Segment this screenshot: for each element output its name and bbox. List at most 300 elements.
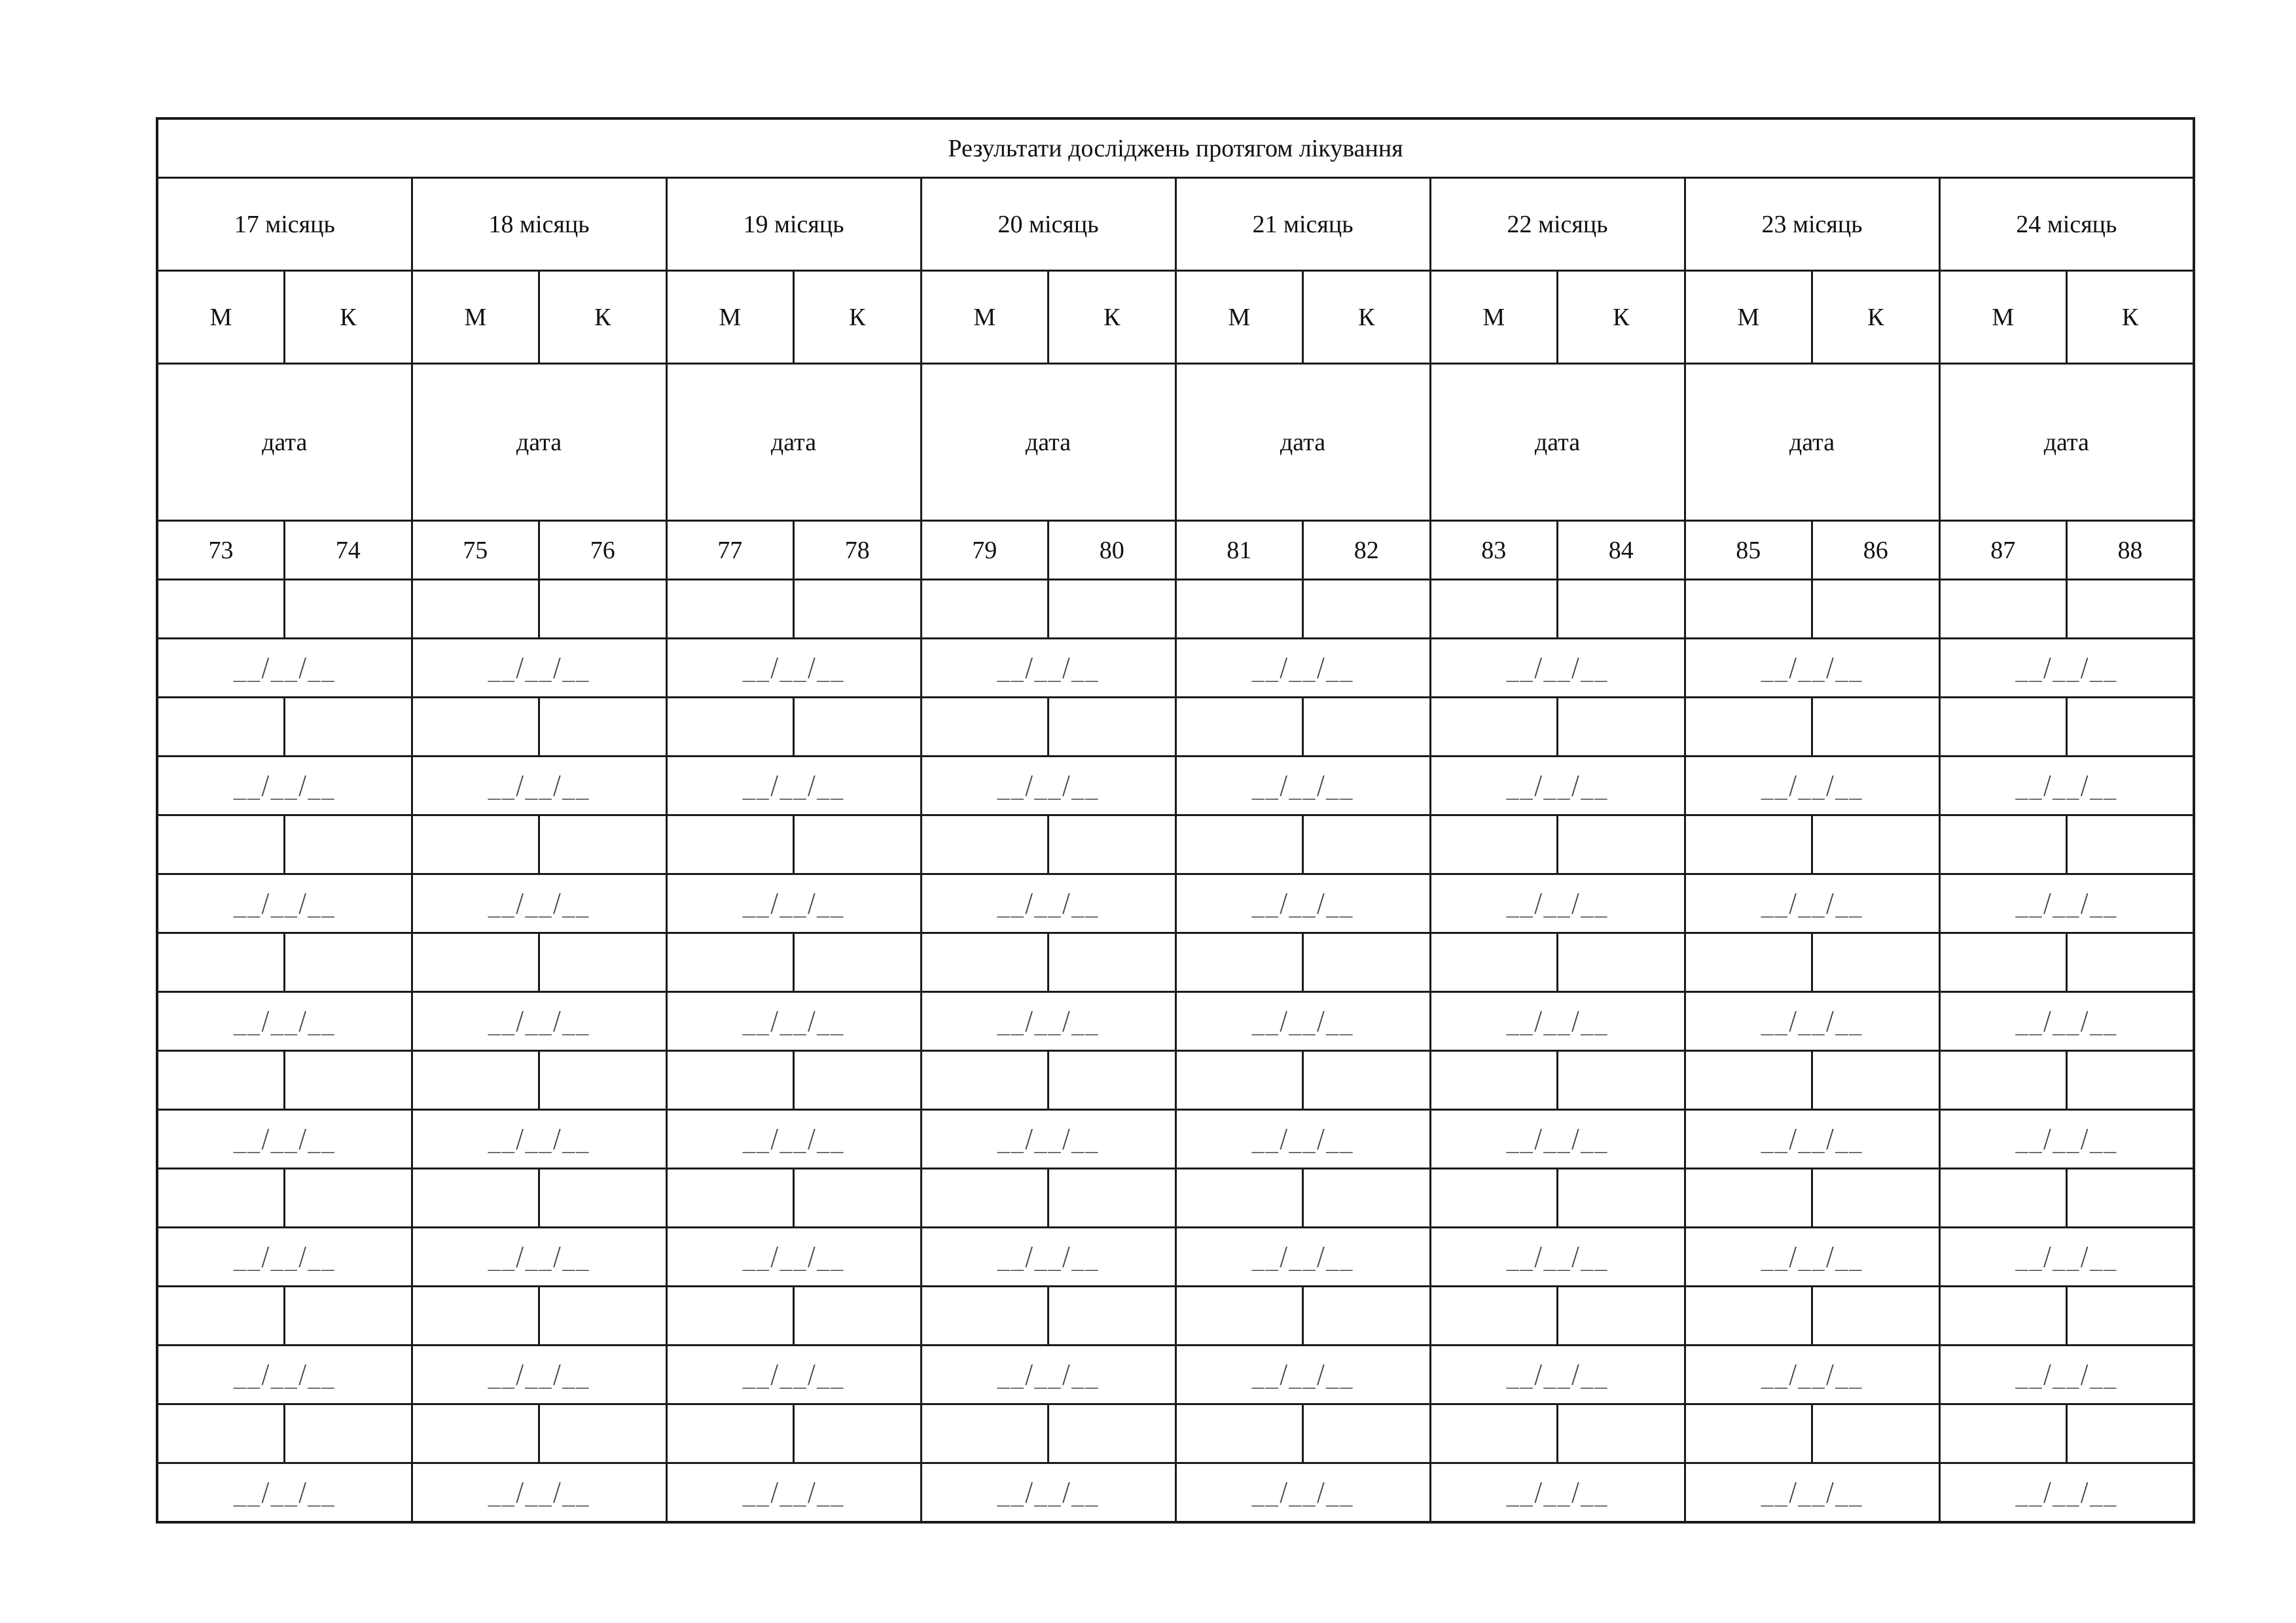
- m-result-cell[interactable]: [157, 698, 285, 757]
- date-field[interactable]: [921, 874, 1175, 933]
- k-result-cell[interactable]: [2067, 1051, 2195, 1110]
- date-header: дата: [157, 364, 412, 521]
- date-mask-text: __/__/__: [1251, 1124, 1354, 1153]
- m-result-cell[interactable]: [1430, 1051, 1558, 1110]
- date-field[interactable]: [666, 1110, 921, 1169]
- result-entry-row: [157, 580, 2194, 639]
- k-result-cell[interactable]: [285, 933, 412, 992]
- m-result-cell[interactable]: [921, 815, 1049, 874]
- k-result-cell[interactable]: [1049, 1287, 1176, 1346]
- m-header: М: [921, 271, 1049, 364]
- date-field[interactable]: [1430, 757, 1685, 815]
- k-result-cell[interactable]: [285, 698, 412, 757]
- m-result-cell[interactable]: [921, 1404, 1049, 1463]
- k-result-cell[interactable]: [1303, 1051, 1431, 1110]
- date-field[interactable]: [1685, 757, 1939, 815]
- date-mask-text: __/__/__: [233, 1478, 336, 1507]
- date-mask-text: __/__/__: [1251, 771, 1354, 800]
- date-field[interactable]: [1939, 874, 2194, 933]
- m-result-cell[interactable]: [921, 1169, 1049, 1228]
- k-result-cell[interactable]: [1812, 580, 1940, 639]
- date-field[interactable]: [412, 1110, 666, 1169]
- m-result-cell[interactable]: [1175, 933, 1303, 992]
- k-result-cell[interactable]: [1812, 1051, 1940, 1110]
- m-result-cell[interactable]: [1939, 1169, 2067, 1228]
- date-field[interactable]: [157, 1110, 412, 1169]
- date-field[interactable]: [1939, 1110, 2194, 1169]
- k-result-cell[interactable]: [2067, 698, 2195, 757]
- column-number: 83: [1430, 521, 1558, 580]
- date-field[interactable]: [921, 1110, 1175, 1169]
- column-number: 73: [157, 521, 285, 580]
- date-mask-text: __/__/__: [2015, 1360, 2118, 1389]
- date-field[interactable]: [666, 1228, 921, 1287]
- column-number: 79: [921, 521, 1049, 580]
- m-result-cell[interactable]: [1685, 1404, 1812, 1463]
- k-result-cell[interactable]: [539, 580, 667, 639]
- date-mask-text: __/__/__: [2015, 1124, 2118, 1153]
- k-result-cell[interactable]: [794, 698, 922, 757]
- k-header: К: [285, 271, 412, 364]
- m-result-cell[interactable]: [412, 1169, 539, 1228]
- date-field[interactable]: [157, 639, 412, 698]
- month-header-21: 21 місяць: [1175, 178, 1430, 271]
- k-result-cell[interactable]: [1049, 933, 1176, 992]
- column-number: 85: [1685, 521, 1812, 580]
- date-field[interactable]: [1685, 992, 1939, 1051]
- date-entry-row: [157, 1228, 2194, 1287]
- k-result-cell[interactable]: [1812, 1169, 1940, 1228]
- k-header: К: [1303, 271, 1431, 364]
- m-result-cell[interactable]: [666, 1051, 794, 1110]
- date-mask-text: __/__/__: [1506, 1124, 1609, 1153]
- column-number: 86: [1812, 521, 1940, 580]
- k-result-cell[interactable]: [1049, 698, 1176, 757]
- k-result-cell[interactable]: [794, 1169, 922, 1228]
- mk-header-row: [157, 271, 2194, 364]
- column-number: 80: [1049, 521, 1176, 580]
- date-field[interactable]: [412, 639, 666, 698]
- m-result-cell[interactable]: [921, 698, 1049, 757]
- date-field[interactable]: [157, 1463, 412, 1523]
- date-mask-text: __/__/__: [488, 1242, 590, 1271]
- date-entry-row: [157, 1346, 2194, 1404]
- m-result-cell[interactable]: [412, 933, 539, 992]
- date-entry-row: [157, 1463, 2194, 1523]
- date-entry-row: [157, 874, 2194, 933]
- date-entry-row: [157, 757, 2194, 815]
- date-header: дата: [1175, 364, 1430, 521]
- date-mask-text: __/__/__: [997, 889, 1100, 918]
- date-field[interactable]: [1175, 1110, 1430, 1169]
- m-result-cell[interactable]: [157, 580, 285, 639]
- date-mask-text: __/__/__: [997, 653, 1100, 682]
- k-result-cell[interactable]: [1049, 580, 1176, 639]
- result-entry-row: [157, 933, 2194, 992]
- month-header-19: 19 місяць: [666, 178, 921, 271]
- k-result-cell[interactable]: [1558, 815, 1685, 874]
- k-result-cell[interactable]: [1812, 815, 1940, 874]
- k-result-cell[interactable]: [1812, 1287, 1940, 1346]
- date-field[interactable]: [412, 1346, 666, 1404]
- m-result-cell[interactable]: [1430, 580, 1558, 639]
- m-result-cell[interactable]: [1175, 1287, 1303, 1346]
- k-result-cell[interactable]: [1558, 698, 1685, 757]
- k-result-cell[interactable]: [794, 933, 922, 992]
- date-header: дата: [1685, 364, 1939, 521]
- date-mask-text: __/__/__: [1761, 1124, 1863, 1153]
- k-result-cell[interactable]: [1303, 580, 1431, 639]
- k-result-cell[interactable]: [1303, 933, 1431, 992]
- k-result-cell[interactable]: [794, 1287, 922, 1346]
- date-field[interactable]: [1430, 639, 1685, 698]
- date-field[interactable]: [1685, 1346, 1939, 1404]
- date-field[interactable]: [921, 1346, 1175, 1404]
- m-result-cell[interactable]: [666, 698, 794, 757]
- date-mask-text: __/__/__: [233, 1124, 336, 1153]
- date-mask-text: __/__/__: [488, 1007, 590, 1035]
- k-result-cell[interactable]: [1303, 1404, 1431, 1463]
- date-field[interactable]: [157, 1346, 412, 1404]
- k-result-cell[interactable]: [539, 933, 667, 992]
- m-result-cell[interactable]: [412, 815, 539, 874]
- treatment-results-table: [156, 117, 2195, 1524]
- date-field[interactable]: [1175, 874, 1430, 933]
- m-result-cell[interactable]: [666, 815, 794, 874]
- m-result-cell[interactable]: [1175, 815, 1303, 874]
- date-header: дата: [412, 364, 666, 521]
- m-result-cell[interactable]: [412, 1051, 539, 1110]
- date-field[interactable]: [157, 992, 412, 1051]
- month-header-22: 22 місяць: [1430, 178, 1685, 271]
- date-mask-text: __/__/__: [997, 1242, 1100, 1271]
- date-header: дата: [921, 364, 1175, 521]
- date-mask-text: __/__/__: [488, 771, 590, 800]
- m-header: М: [1175, 271, 1303, 364]
- date-mask-text: __/__/__: [997, 1360, 1100, 1389]
- date-field[interactable]: [1430, 1346, 1685, 1404]
- date-field[interactable]: [1430, 874, 1685, 933]
- date-mask-text: __/__/__: [2015, 1478, 2118, 1507]
- date-mask-text: __/__/__: [1251, 1242, 1354, 1271]
- date-mask-text: __/__/__: [997, 1124, 1100, 1153]
- k-result-cell[interactable]: [1812, 933, 1940, 992]
- m-result-cell[interactable]: [1685, 1169, 1812, 1228]
- date-field[interactable]: [1939, 757, 2194, 815]
- m-result-cell[interactable]: [1175, 1404, 1303, 1463]
- date-mask-text: __/__/__: [1761, 889, 1863, 918]
- date-field[interactable]: [412, 874, 666, 933]
- date-entry-row: [157, 639, 2194, 698]
- k-result-cell[interactable]: [1303, 1169, 1431, 1228]
- date-field[interactable]: [666, 1463, 921, 1523]
- m-result-cell[interactable]: [1939, 1051, 2067, 1110]
- column-number: 84: [1558, 521, 1685, 580]
- k-result-cell[interactable]: [285, 1051, 412, 1110]
- date-header: дата: [1430, 364, 1685, 521]
- k-result-cell[interactable]: [2067, 1404, 2195, 1463]
- date-mask-text: __/__/__: [2015, 1242, 2118, 1271]
- k-result-cell[interactable]: [1303, 815, 1431, 874]
- m-result-cell[interactable]: [666, 1287, 794, 1346]
- date-mask-text: __/__/__: [233, 889, 336, 918]
- k-result-cell[interactable]: [539, 815, 667, 874]
- date-field[interactable]: [666, 992, 921, 1051]
- m-result-cell[interactable]: [666, 580, 794, 639]
- k-header: К: [1812, 271, 1940, 364]
- date-mask-text: __/__/__: [1761, 1242, 1863, 1271]
- result-entry-row: [157, 1404, 2194, 1463]
- date-field[interactable]: [1175, 639, 1430, 698]
- date-mask-text: __/__/__: [488, 1124, 590, 1153]
- month-header-23: 23 місяць: [1685, 178, 1939, 271]
- date-field[interactable]: [921, 992, 1175, 1051]
- k-result-cell[interactable]: [1558, 933, 1685, 992]
- m-header: М: [666, 271, 794, 364]
- m-result-cell[interactable]: [1175, 1169, 1303, 1228]
- date-field[interactable]: [412, 1463, 666, 1523]
- date-field[interactable]: [157, 874, 412, 933]
- m-result-cell[interactable]: [1939, 580, 2067, 639]
- k-result-cell[interactable]: [2067, 933, 2195, 992]
- date-mask-text: __/__/__: [1251, 1007, 1354, 1035]
- k-result-cell[interactable]: [539, 1169, 667, 1228]
- date-field[interactable]: [1430, 1463, 1685, 1523]
- k-result-cell[interactable]: [1049, 815, 1176, 874]
- result-entry-row: [157, 698, 2194, 757]
- date-mask-text: __/__/__: [233, 1007, 336, 1035]
- m-result-cell[interactable]: [1939, 1287, 2067, 1346]
- date-field[interactable]: [1175, 992, 1430, 1051]
- date-mask-text: __/__/__: [1506, 1360, 1609, 1389]
- column-number: 76: [539, 521, 667, 580]
- date-field[interactable]: [1685, 1228, 1939, 1287]
- m-result-cell[interactable]: [1939, 1404, 2067, 1463]
- date-mask-text: __/__/__: [742, 1124, 845, 1153]
- date-mask-text: __/__/__: [997, 1478, 1100, 1507]
- k-result-cell[interactable]: [539, 1404, 667, 1463]
- m-result-cell[interactable]: [1430, 698, 1558, 757]
- k-result-cell[interactable]: [285, 1287, 412, 1346]
- k-result-cell[interactable]: [1303, 698, 1431, 757]
- date-field[interactable]: [1939, 992, 2194, 1051]
- date-field[interactable]: [1175, 1346, 1430, 1404]
- m-result-cell[interactable]: [666, 933, 794, 992]
- date-mask-text: __/__/__: [1506, 1242, 1609, 1271]
- m-header: М: [1685, 271, 1812, 364]
- k-result-cell[interactable]: [539, 1287, 667, 1346]
- date-entry-row: [157, 992, 2194, 1051]
- k-result-cell[interactable]: [794, 1404, 922, 1463]
- m-result-cell[interactable]: [1685, 580, 1812, 639]
- m-result-cell[interactable]: [1175, 580, 1303, 639]
- date-mask-text: __/__/__: [233, 1242, 336, 1271]
- k-result-cell[interactable]: [1049, 1404, 1176, 1463]
- k-result-cell[interactable]: [539, 1051, 667, 1110]
- date-field[interactable]: [1939, 1346, 2194, 1404]
- m-result-cell[interactable]: [1685, 698, 1812, 757]
- date-header: дата: [666, 364, 921, 521]
- k-result-cell[interactable]: [2067, 815, 2195, 874]
- date-field[interactable]: [921, 757, 1175, 815]
- date-field[interactable]: [1939, 639, 2194, 698]
- m-result-cell[interactable]: [666, 1169, 794, 1228]
- date-mask-text: __/__/__: [997, 771, 1100, 800]
- result-entry-row: [157, 1169, 2194, 1228]
- k-result-cell[interactable]: [2067, 1287, 2195, 1346]
- date-mask-text: __/__/__: [742, 1360, 845, 1389]
- date-mask-text: __/__/__: [742, 1478, 845, 1507]
- date-mask-text: __/__/__: [1251, 1360, 1354, 1389]
- k-result-cell[interactable]: [1049, 1051, 1176, 1110]
- m-result-cell[interactable]: [412, 698, 539, 757]
- date-mask-text: __/__/__: [1251, 653, 1354, 682]
- m-result-cell[interactable]: [1685, 933, 1812, 992]
- date-field[interactable]: [1430, 1228, 1685, 1287]
- m-result-cell[interactable]: [1685, 1287, 1812, 1346]
- date-mask-text: __/__/__: [2015, 1007, 2118, 1035]
- date-field[interactable]: [412, 992, 666, 1051]
- m-result-cell[interactable]: [1430, 1287, 1558, 1346]
- table-title: Результати досліджень протягом лікування: [157, 118, 2194, 178]
- k-result-cell[interactable]: [1558, 1404, 1685, 1463]
- m-result-cell[interactable]: [921, 1287, 1049, 1346]
- m-header: М: [157, 271, 285, 364]
- month-header-row: [157, 178, 2194, 271]
- date-field[interactable]: [412, 757, 666, 815]
- k-result-cell[interactable]: [2067, 580, 2195, 639]
- date-mask-text: __/__/__: [742, 1007, 845, 1035]
- date-mask-text: __/__/__: [1506, 653, 1609, 682]
- k-header: К: [794, 271, 922, 364]
- k-result-cell[interactable]: [1558, 1051, 1685, 1110]
- k-result-cell[interactable]: [285, 580, 412, 639]
- date-field[interactable]: [157, 757, 412, 815]
- date-field[interactable]: [1175, 1463, 1430, 1523]
- date-field[interactable]: [1175, 757, 1430, 815]
- m-result-cell[interactable]: [1175, 1051, 1303, 1110]
- date-field[interactable]: [921, 639, 1175, 698]
- date-mask-text: __/__/__: [1251, 889, 1354, 918]
- k-header: К: [1558, 271, 1685, 364]
- date-mask-text: __/__/__: [233, 1360, 336, 1389]
- m-result-cell[interactable]: [157, 933, 285, 992]
- k-result-cell[interactable]: [1558, 580, 1685, 639]
- m-result-cell[interactable]: [1685, 815, 1812, 874]
- m-result-cell[interactable]: [157, 815, 285, 874]
- m-result-cell[interactable]: [157, 1169, 285, 1228]
- k-result-cell[interactable]: [794, 580, 922, 639]
- m-result-cell[interactable]: [1939, 815, 2067, 874]
- k-result-cell[interactable]: [539, 698, 667, 757]
- result-entry-row: [157, 815, 2194, 874]
- m-result-cell[interactable]: [921, 933, 1049, 992]
- month-header-24: 24 місяць: [1939, 178, 2194, 271]
- m-result-cell[interactable]: [666, 1404, 794, 1463]
- date-field[interactable]: [1430, 992, 1685, 1051]
- k-result-cell[interactable]: [1558, 1169, 1685, 1228]
- m-result-cell[interactable]: [157, 1287, 285, 1346]
- date-mask-text: __/__/__: [1506, 771, 1609, 800]
- k-result-cell[interactable]: [1049, 1169, 1176, 1228]
- k-result-cell[interactable]: [1812, 698, 1940, 757]
- k-result-cell[interactable]: [794, 815, 922, 874]
- m-result-cell[interactable]: [1939, 933, 2067, 992]
- date-field[interactable]: [1685, 639, 1939, 698]
- m-result-cell[interactable]: [157, 1051, 285, 1110]
- k-result-cell[interactable]: [1812, 1404, 1940, 1463]
- column-number: 74: [285, 521, 412, 580]
- date-mask-text: __/__/__: [1506, 1007, 1609, 1035]
- m-result-cell[interactable]: [1430, 815, 1558, 874]
- m-result-cell[interactable]: [921, 1051, 1049, 1110]
- date-field[interactable]: [412, 1228, 666, 1287]
- date-mask-text: __/__/__: [1761, 1360, 1863, 1389]
- date-field[interactable]: [1939, 1463, 2194, 1523]
- column-number: 75: [412, 521, 539, 580]
- m-header: М: [1939, 271, 2067, 364]
- k-result-cell[interactable]: [794, 1051, 922, 1110]
- date-field[interactable]: [1175, 1228, 1430, 1287]
- m-result-cell[interactable]: [412, 1287, 539, 1346]
- date-field[interactable]: [157, 1228, 412, 1287]
- k-result-cell[interactable]: [1303, 1287, 1431, 1346]
- date-mask-text: __/__/__: [488, 1360, 590, 1389]
- m-result-cell[interactable]: [412, 1404, 539, 1463]
- date-mask-text: __/__/__: [2015, 889, 2118, 918]
- date-field[interactable]: [666, 639, 921, 698]
- result-entry-row: [157, 1287, 2194, 1346]
- date-field[interactable]: [1430, 1110, 1685, 1169]
- month-header-17: 17 місяць: [157, 178, 412, 271]
- column-number: 78: [794, 521, 922, 580]
- date-mask-text: __/__/__: [1761, 1007, 1863, 1035]
- k-result-cell[interactable]: [285, 1404, 412, 1463]
- m-result-cell[interactable]: [1430, 1404, 1558, 1463]
- column-number: 87: [1939, 521, 2067, 580]
- m-result-cell[interactable]: [1685, 1051, 1812, 1110]
- date-mask-text: __/__/__: [233, 771, 336, 800]
- k-result-cell[interactable]: [1558, 1287, 1685, 1346]
- date-mask-text: __/__/__: [233, 653, 336, 682]
- m-result-cell[interactable]: [157, 1404, 285, 1463]
- m-result-cell[interactable]: [1175, 698, 1303, 757]
- date-field[interactable]: [1939, 1228, 2194, 1287]
- date-mask-text: __/__/__: [997, 1007, 1100, 1035]
- date-field[interactable]: [921, 1463, 1175, 1523]
- date-field[interactable]: [666, 1346, 921, 1404]
- m-result-cell[interactable]: [1430, 1169, 1558, 1228]
- date-field[interactable]: [921, 1228, 1175, 1287]
- date-field[interactable]: [666, 757, 921, 815]
- m-result-cell[interactable]: [1939, 698, 2067, 757]
- date-field[interactable]: [1685, 1110, 1939, 1169]
- k-result-cell[interactable]: [2067, 1169, 2195, 1228]
- date-mask-text: __/__/__: [1251, 1478, 1354, 1507]
- k-result-cell[interactable]: [285, 815, 412, 874]
- date-field[interactable]: [1685, 1463, 1939, 1523]
- m-result-cell[interactable]: [412, 580, 539, 639]
- date-field[interactable]: [1685, 874, 1939, 933]
- k-result-cell[interactable]: [285, 1169, 412, 1228]
- date-field[interactable]: [666, 874, 921, 933]
- m-result-cell[interactable]: [1430, 933, 1558, 992]
- m-result-cell[interactable]: [921, 580, 1049, 639]
- column-number: 77: [666, 521, 794, 580]
- k-header: К: [2067, 271, 2195, 364]
- k-header: К: [539, 271, 667, 364]
- title-row: [157, 118, 2194, 178]
